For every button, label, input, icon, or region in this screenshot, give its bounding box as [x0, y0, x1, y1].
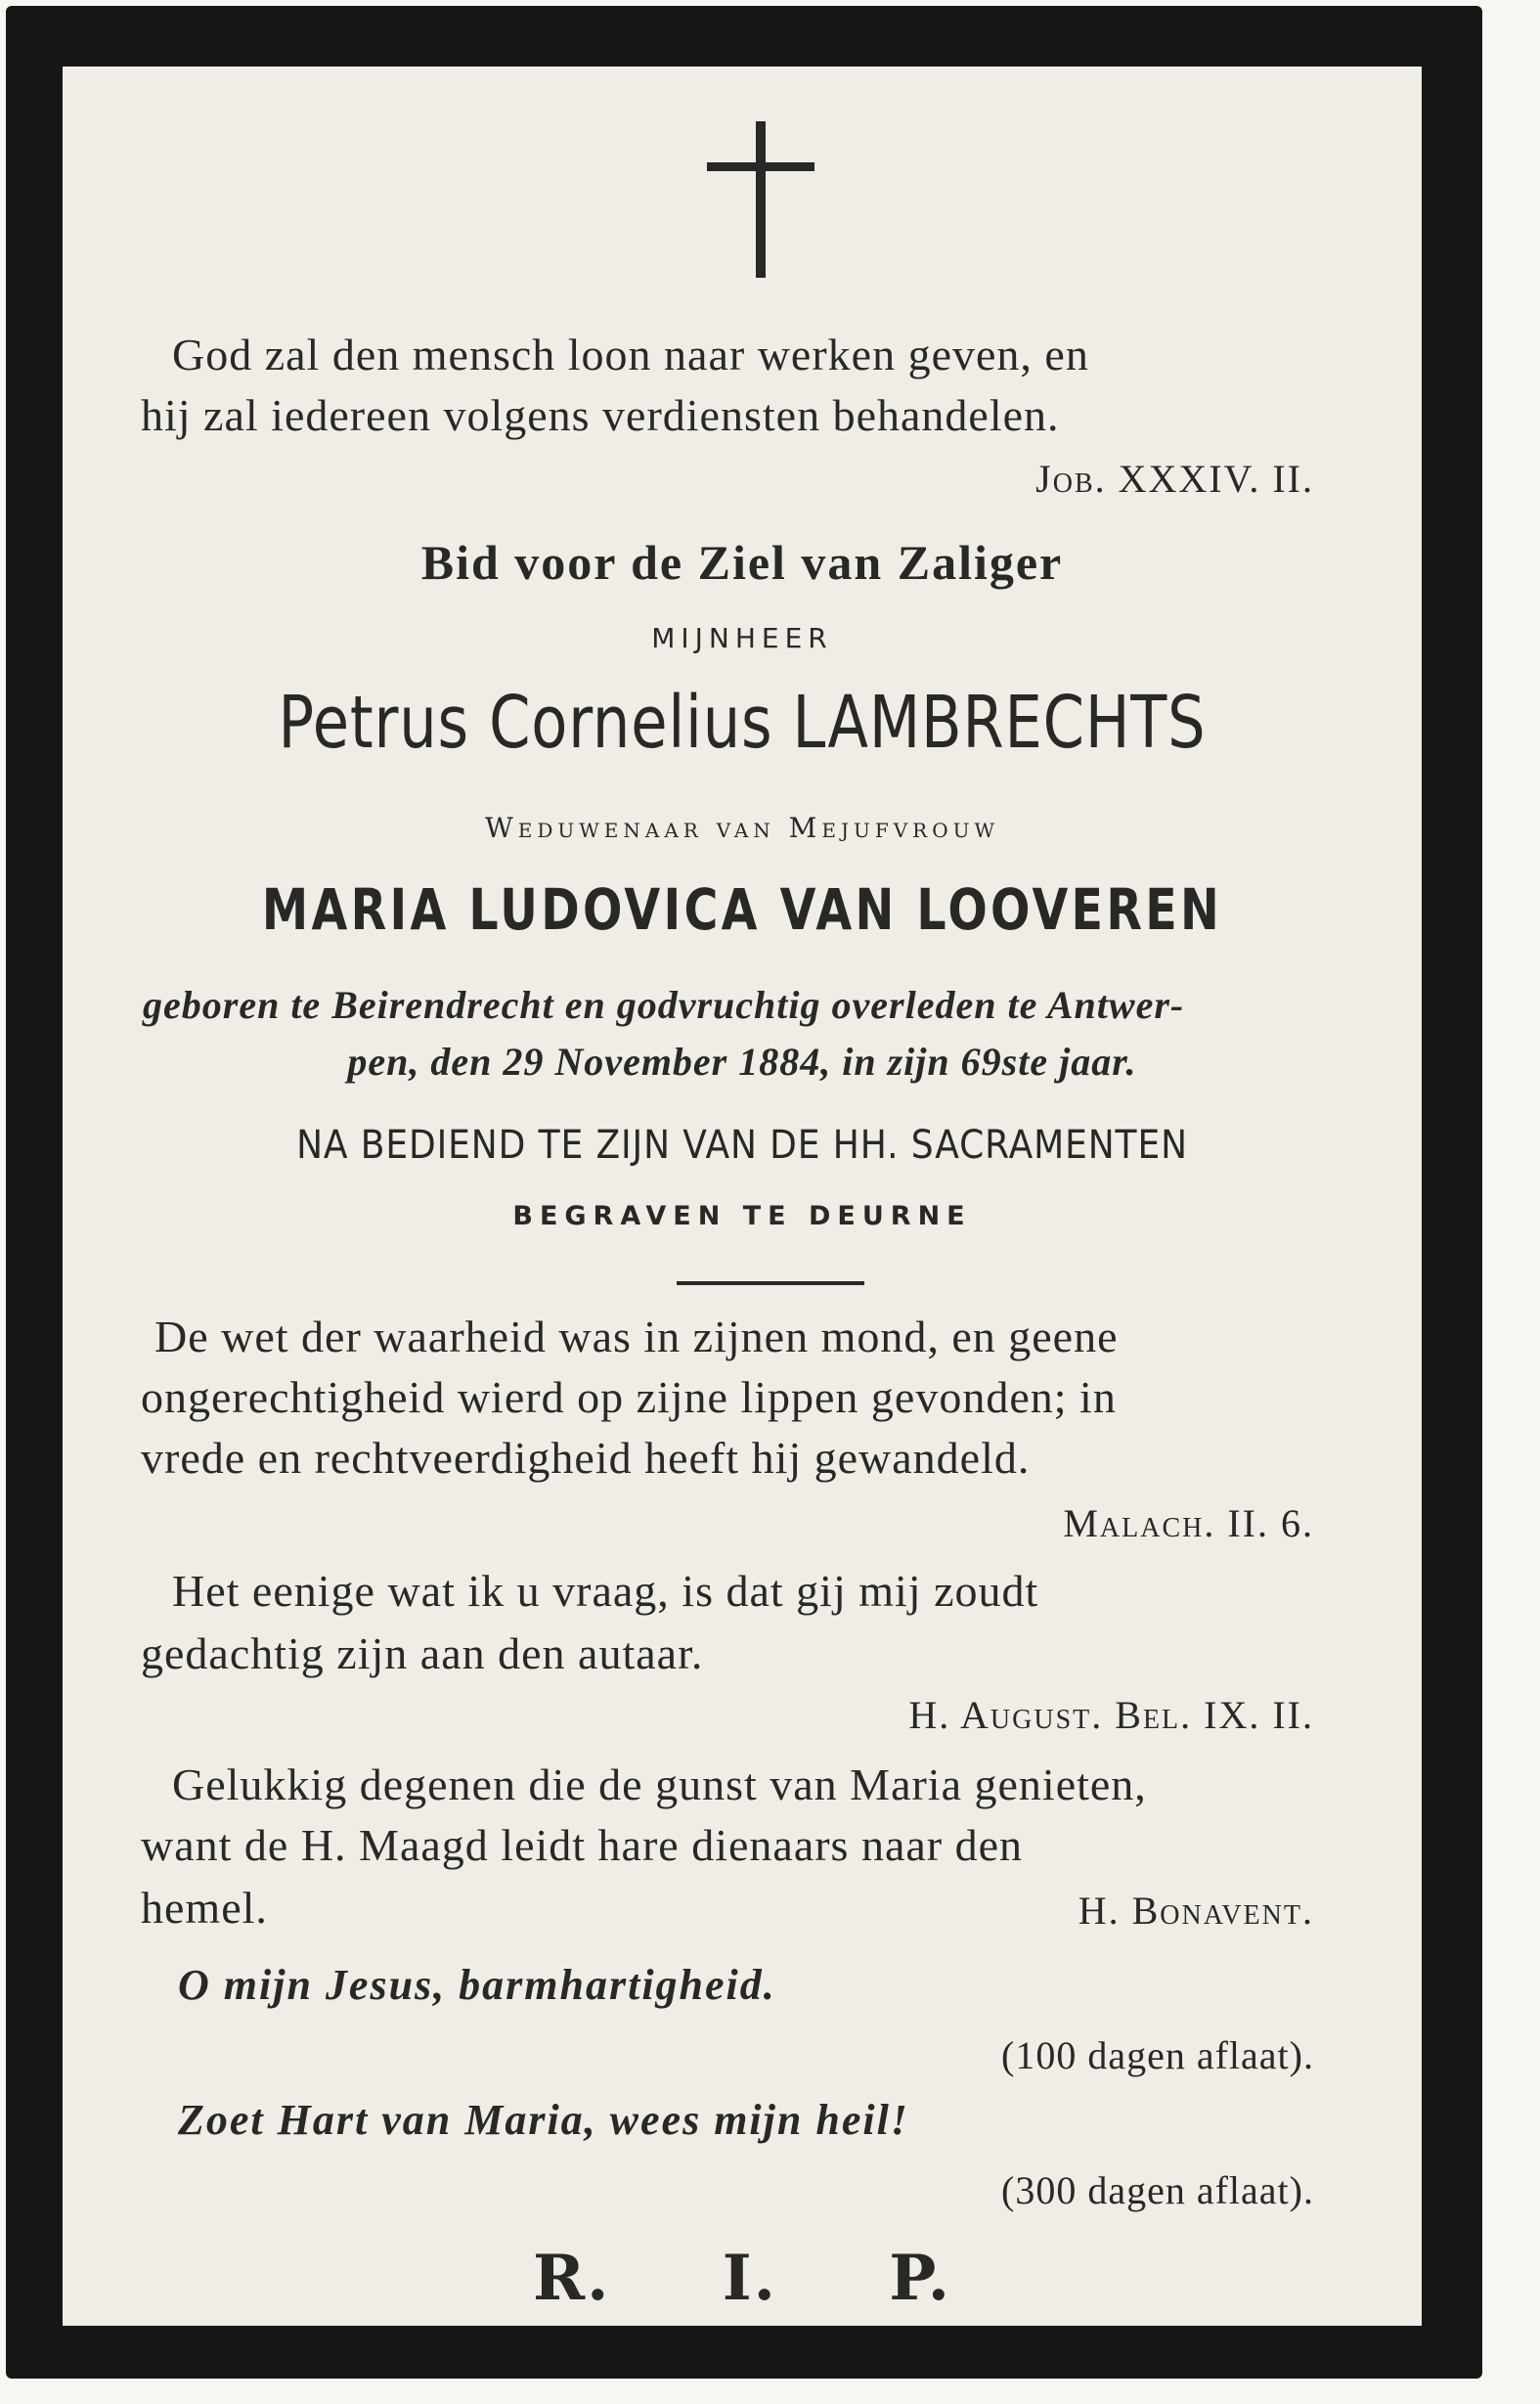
card-paper	[63, 67, 1422, 2326]
indulgence-note: (300 dagen aflaat).	[1001, 2168, 1314, 2212]
verse-line: Het eenige wat ik u vraag, is dat gij mij zoudt	[172, 1566, 1039, 1616]
cross-icon	[703, 121, 820, 278]
verse-line: want de H. Maagd leidt hare dienaars naar den	[141, 1820, 1024, 1870]
prayer-intro: Bid voor de Ziel van Zaliger	[420, 535, 1064, 590]
verse-line: hemel.	[141, 1883, 268, 1933]
verse-reference: H. Bonavent.	[1078, 1889, 1314, 1933]
rip-footer: R. I. P.	[532, 2242, 952, 2315]
birth-death-line: geboren te Beirendrecht en godvruchtig overleden te Antwer-	[143, 983, 1185, 1027]
verse-line: hij zal iedereen volgens verdiensten behandelen.	[141, 390, 1060, 440]
verse-line: God zal den mensch loon naar werken geven, en	[172, 330, 1089, 379]
birth-death-line: pen, den 29 November 1884, in zijn 69ste jaar.	[347, 1040, 1137, 1084]
burial-line: BEGRAVEN TE DEURNE	[512, 1201, 972, 1231]
honorific: MIJNHEER	[651, 622, 833, 654]
verse-line: De wet der waarheid was in zijnen mond, en geene	[154, 1312, 1119, 1361]
verse-line: vrede en rechtveerdigheid heeft hij gewandeld.	[141, 1433, 1031, 1483]
deceased-name: Petrus Cornelius LAMBRECHTS	[278, 681, 1207, 765]
verse-reference: Job. XXXIV. II.	[1035, 457, 1314, 501]
verse-line: ongerechtigheid wierd op zijne lippen gevonden; in	[141, 1372, 1117, 1422]
widower-line: Weduwenaar van Mejufvrouw	[484, 812, 1000, 844]
spouse-name: MARIA LUDOVICA VAN LOOVEREN	[261, 876, 1223, 943]
divider	[677, 1281, 864, 1285]
verse-line: Gelukkig degenen die de gunst van Maria genieten,	[172, 1759, 1147, 1809]
prayer-line: O mijn Jesus, barmhartigheid.	[178, 1961, 776, 2009]
verse-reference: H. August. Bel. IX. II.	[908, 1693, 1314, 1737]
sacraments-line: NA BEDIEND TE ZIJN VAN DE HH. SACRAMENTEN	[296, 1123, 1188, 1168]
prayer-line: Zoet Hart van Maria, wees mijn heil!	[178, 2096, 909, 2144]
indulgence-note: (100 dagen aflaat).	[1001, 2033, 1314, 2077]
verse-line: gedachtig zijn aan den autaar.	[141, 1628, 704, 1678]
verse-reference: Malach. II. 6.	[1063, 1501, 1314, 1545]
memorial-card	[6, 6, 1482, 2379]
